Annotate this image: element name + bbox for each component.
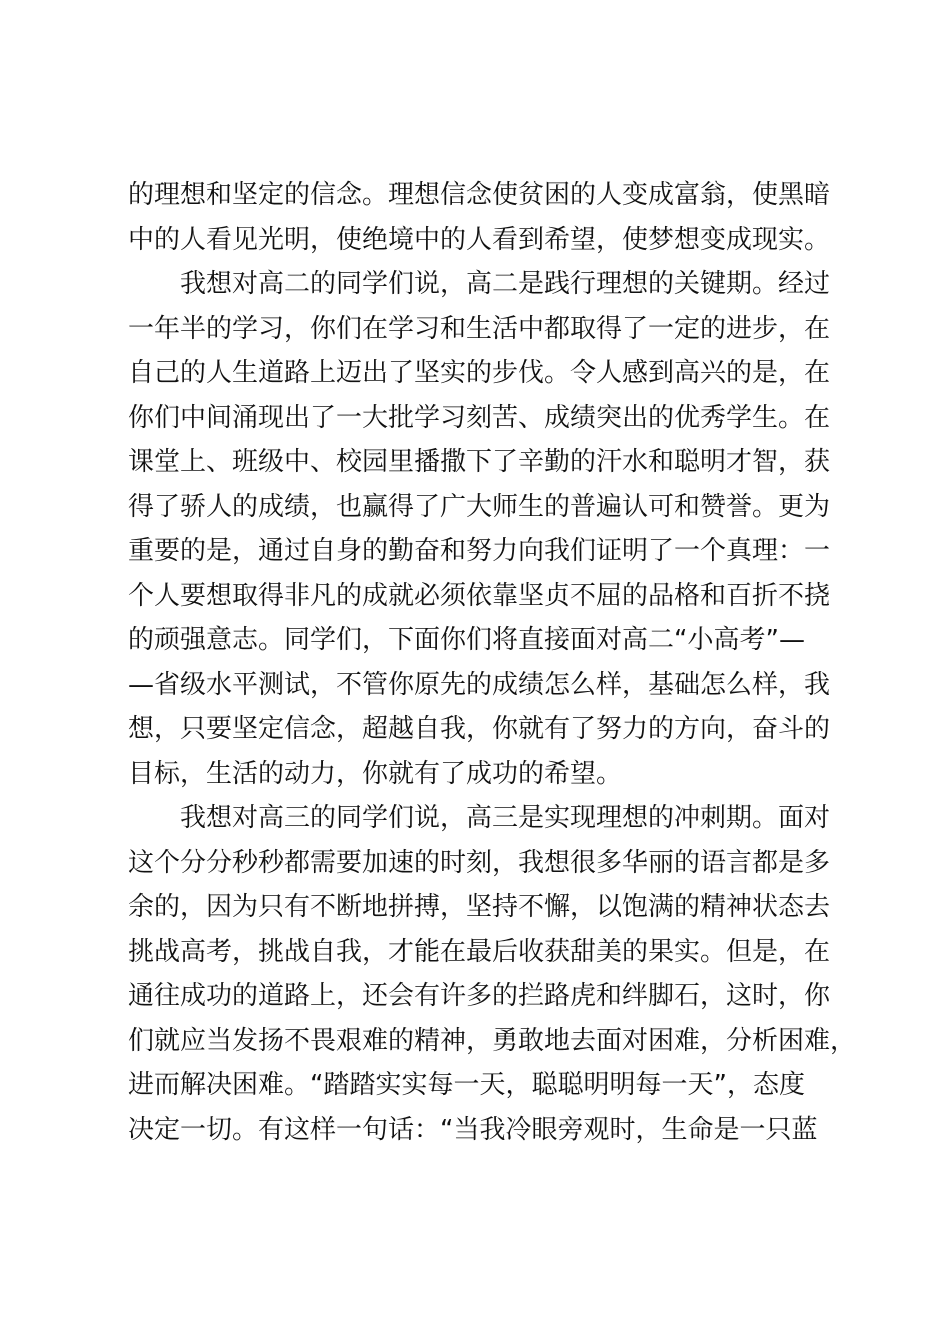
text-line: 挑战高考，挑战自我，才能在最后收获甜美的果实。但是，在 (128, 936, 831, 967)
text-line: 这个分分秒秒都需要加速的时刻，我想很多华丽的语言都是多 (128, 847, 831, 878)
text-line: 个人要想取得非凡的成就必须依靠坚贞不屈的品格和百折不挠 (128, 580, 831, 611)
text-line: 我想对高三的同学们说，高三是实现理想的冲刺期。面对 (128, 803, 831, 833)
text-line: 你们中间涌现出了一大批学习刻苦、成绩突出的优秀学生。在 (128, 402, 831, 433)
text-line: 重要的是，通过自身的勤奋和努力向我们证明了一个真理：一 (128, 536, 831, 566)
text-line: 决定一切。有这样一句话：“当我冷眼旁观时，生命是一只蓝 (128, 1114, 818, 1145)
text-line: 课堂上、班级中、校园里播撒下了辛勤的汗水和聪明才智，获 (128, 447, 831, 477)
text-line: 的理想和坚定的信念。理想信念使贫困的人变成富翁，使黑暗 (128, 180, 831, 210)
text-line: 余的，因为只有不断地拼搏，坚持不懈，以饱满的精神状态去 (128, 892, 831, 922)
text-line: 进而解决困难。“踏踏实实每一天，聪聪明明每一天”，态度 (128, 1070, 805, 1100)
text-line: 目标，生活的动力，你就有了成功的希望。 (128, 758, 623, 789)
text-line: 的顽强意志。同学们，下面你们将直接面对高二“小高考”— (128, 625, 805, 655)
text-line: —省级水平测试，不管你原先的成绩怎么样，基础怎么样，我 (128, 669, 831, 700)
text-line: 中的人看见光明，使绝境中的人看到希望，使梦想变成现实。 (128, 224, 831, 255)
text-line: 们就应当发扬不畏艰难的精神，勇敢地去面对困难，分析困难， (128, 1025, 857, 1056)
text-line: 通往成功的道路上，还会有许多的拦路虎和绊脚石，这时，你 (128, 981, 831, 1011)
text-line: 自己的人生道路上迈出了坚实的步伐。令人感到高兴的是，在 (128, 358, 831, 388)
text-line: 我想对高二的同学们说，高二是践行理想的关键期。经过 (128, 269, 831, 299)
text-line: 得了骄人的成绩，也赢得了广大师生的普遍认可和赞誉。更为 (128, 491, 831, 522)
text-line: 想，只要坚定信念，超越自我，你就有了努力的方向，奋斗的 (128, 714, 831, 744)
body-text (128, 173, 864, 1152)
text-line: 一年半的学习，你们在学习和生活中都取得了一定的进步，在 (128, 313, 831, 344)
